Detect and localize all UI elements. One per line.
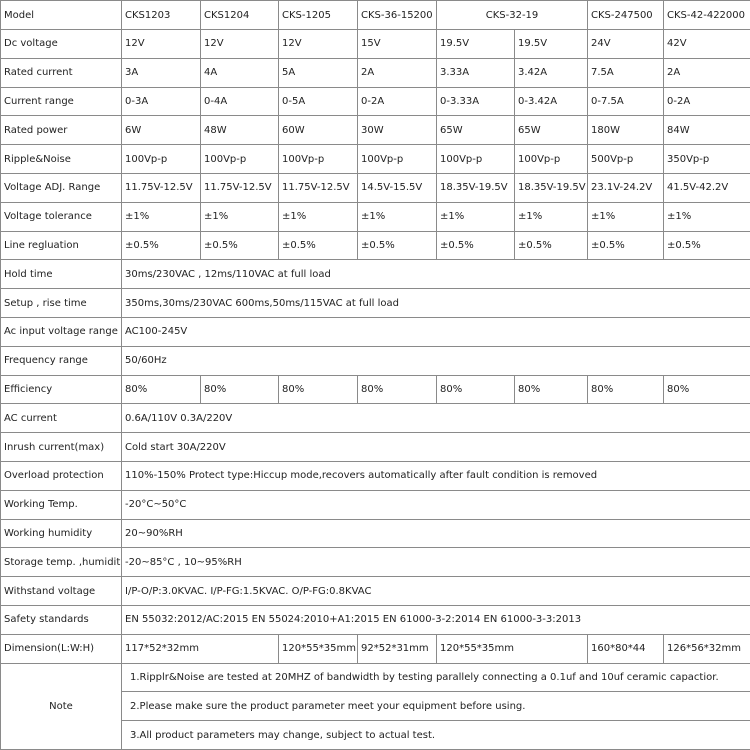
note-line: 3.All product parameters may change, subject to actual test. bbox=[122, 721, 750, 750]
cell-value: 117*52*32mm bbox=[122, 634, 279, 663]
cell-value: 11.75V-12.5V bbox=[279, 173, 358, 202]
cell-value: -20°C~50°C bbox=[122, 490, 750, 519]
cell-value: 100Vp-p bbox=[515, 145, 588, 174]
row-hold-time bbox=[1, 260, 750, 289]
cell-value: 120*55*35mm bbox=[279, 634, 358, 663]
row-label: Voltage ADJ. Range bbox=[1, 173, 122, 202]
cell-value: ±1% bbox=[664, 202, 750, 231]
row-label: Storage temp. ,humidit bbox=[1, 548, 122, 577]
cell-value: ±0.5% bbox=[201, 231, 279, 260]
cell-value: 2A bbox=[358, 58, 437, 87]
header-row bbox=[1, 1, 750, 30]
cell-value: 11.75V-12.5V bbox=[122, 173, 201, 202]
cell-value: ±1% bbox=[201, 202, 279, 231]
cell-value: ±1% bbox=[437, 202, 515, 231]
cell-value: 15V bbox=[358, 30, 437, 59]
cell-value: 80% bbox=[515, 375, 588, 404]
row-efficiency bbox=[1, 375, 750, 404]
cell-value: ±1% bbox=[515, 202, 588, 231]
cell-value: 18.35V-19.5V bbox=[515, 173, 588, 202]
cell-value: 110%-150% Protect type:Hiccup mode,recovers automatically after fault condition is removed bbox=[122, 461, 750, 490]
row-inrush bbox=[1, 433, 750, 462]
row-label: Rated power bbox=[1, 116, 122, 145]
row-label: Hold time bbox=[1, 260, 122, 289]
model-name: CKS1204 bbox=[201, 1, 279, 30]
cell-value: 12V bbox=[279, 30, 358, 59]
cell-value: 23.1V-24.2V bbox=[588, 173, 664, 202]
row-rated-current bbox=[1, 58, 750, 87]
cell-value: 12V bbox=[201, 30, 279, 59]
row-note-1 bbox=[1, 663, 750, 692]
row-label: Rated current bbox=[1, 58, 122, 87]
cell-value: 120*55*35mm bbox=[437, 634, 588, 663]
cell-value: 84W bbox=[664, 116, 750, 145]
cell-value: ±1% bbox=[122, 202, 201, 231]
row-ac-input bbox=[1, 317, 750, 346]
row-label: Voltage tolerance bbox=[1, 202, 122, 231]
model-name: CKS1203 bbox=[122, 1, 201, 30]
cell-value: 80% bbox=[358, 375, 437, 404]
model-name: CKS-1205 bbox=[279, 1, 358, 30]
row-withstand bbox=[1, 577, 750, 606]
row-label: Working Temp. bbox=[1, 490, 122, 519]
cell-value: 0-5A bbox=[279, 87, 358, 116]
row-voltage-tolerance bbox=[1, 202, 750, 231]
cell-value: 500Vp-p bbox=[588, 145, 664, 174]
cell-value: 30ms/230VAC , 12ms/110VAC at full load bbox=[122, 260, 750, 289]
row-label: Dimension(L:W:H) bbox=[1, 634, 122, 663]
row-label: Ac input voltage range bbox=[1, 317, 122, 346]
cell-value: 6W bbox=[122, 116, 201, 145]
row-overload bbox=[1, 461, 750, 490]
cell-value: EN 55032:2012/AC:2015 EN 55024:2010+A1:2015 EN 61000-3-2:2014 EN 61000-3-3:2013 bbox=[122, 605, 750, 634]
row-label: Setup , rise time bbox=[1, 289, 122, 318]
note-line: 2.Please make sure the product parameter meet your equipment before using. bbox=[122, 692, 750, 721]
cell-value: ±0.5% bbox=[437, 231, 515, 260]
cell-value: 48W bbox=[201, 116, 279, 145]
row-working-humidity bbox=[1, 519, 750, 548]
model-name: CKS-247500 bbox=[588, 1, 664, 30]
cell-value: 180W bbox=[588, 116, 664, 145]
cell-value: 100Vp-p bbox=[279, 145, 358, 174]
cell-value: 100Vp-p bbox=[201, 145, 279, 174]
cell-value: 0-3.33A bbox=[437, 87, 515, 116]
row-line-regulation bbox=[1, 231, 750, 260]
row-dimension bbox=[1, 634, 750, 663]
cell-value: 126*56*32mm bbox=[664, 634, 750, 663]
cell-value: 60W bbox=[279, 116, 358, 145]
row-label: Overload protection bbox=[1, 461, 122, 490]
cell-value: 80% bbox=[437, 375, 515, 404]
cell-value: 19.5V bbox=[437, 30, 515, 59]
row-label: Efficiency bbox=[1, 375, 122, 404]
cell-value: ±0.5% bbox=[664, 231, 750, 260]
row-label: Withstand voltage bbox=[1, 577, 122, 606]
row-label: Frequency range bbox=[1, 346, 122, 375]
cell-value: 12V bbox=[122, 30, 201, 59]
cell-value: ±0.5% bbox=[358, 231, 437, 260]
cell-value: 3A bbox=[122, 58, 201, 87]
note-line: 1.Ripplr&Noise are tested at 20MHZ of bandwidth by testing parallely connecting a 0.1uf and 10uf ceramic capactior. bbox=[122, 663, 750, 692]
cell-value: 0.6A/110V 0.3A/220V bbox=[122, 404, 750, 433]
model-name: CKS-42-422000 bbox=[664, 1, 750, 30]
cell-value: 100Vp-p bbox=[358, 145, 437, 174]
cell-value: I/P-O/P:3.0KVAC. I/P-FG:1.5KVAC. O/P-FG:0.8KVAC bbox=[122, 577, 750, 606]
row-label: Safety standards bbox=[1, 605, 122, 634]
cell-value: 80% bbox=[588, 375, 664, 404]
cell-value: 160*80*44 bbox=[588, 634, 664, 663]
cell-value: AC100-245V bbox=[122, 317, 750, 346]
cell-value: 42V bbox=[664, 30, 750, 59]
cell-value: 80% bbox=[201, 375, 279, 404]
cell-value: 30W bbox=[358, 116, 437, 145]
row-storage bbox=[1, 548, 750, 577]
cell-value: 65W bbox=[437, 116, 515, 145]
cell-value: 11.75V-12.5V bbox=[201, 173, 279, 202]
header-label: Model bbox=[1, 1, 122, 30]
cell-value: ±0.5% bbox=[279, 231, 358, 260]
cell-value: 0-4A bbox=[201, 87, 279, 116]
row-working-temp bbox=[1, 490, 750, 519]
cell-value: 18.35V-19.5V bbox=[437, 173, 515, 202]
row-current-range bbox=[1, 87, 750, 116]
row-ac-current bbox=[1, 404, 750, 433]
cell-value: 24V bbox=[588, 30, 664, 59]
row-voltage-adj bbox=[1, 173, 750, 202]
cell-value: ±0.5% bbox=[122, 231, 201, 260]
cell-value: 0-3A bbox=[122, 87, 201, 116]
cell-value: 65W bbox=[515, 116, 588, 145]
row-rated-power bbox=[1, 116, 750, 145]
cell-value: 80% bbox=[122, 375, 201, 404]
row-dc-voltage bbox=[1, 30, 750, 59]
cell-value: 80% bbox=[664, 375, 750, 404]
model-name: CKS-32-19 bbox=[437, 1, 588, 30]
cell-value: ±1% bbox=[279, 202, 358, 231]
row-ripple-noise bbox=[1, 145, 750, 174]
row-label: Current range bbox=[1, 87, 122, 116]
cell-value: 100Vp-p bbox=[437, 145, 515, 174]
cell-value: ±1% bbox=[358, 202, 437, 231]
row-label: Line regluation bbox=[1, 231, 122, 260]
row-setup-rise bbox=[1, 289, 750, 318]
row-label: AC current bbox=[1, 404, 122, 433]
cell-value: ±0.5% bbox=[515, 231, 588, 260]
cell-value: ±0.5% bbox=[588, 231, 664, 260]
cell-value: ±1% bbox=[588, 202, 664, 231]
cell-value: 14.5V-15.5V bbox=[358, 173, 437, 202]
cell-value: 100Vp-p bbox=[122, 145, 201, 174]
cell-value: 4A bbox=[201, 58, 279, 87]
cell-value: 3.33A bbox=[437, 58, 515, 87]
cell-value: 2A bbox=[664, 58, 750, 87]
row-frequency bbox=[1, 346, 750, 375]
row-safety bbox=[1, 605, 750, 634]
cell-value: 0-2A bbox=[358, 87, 437, 116]
cell-value: 350ms,30ms/230VAC 600ms,50ms/115VAC at full load bbox=[122, 289, 750, 318]
cell-value: 19.5V bbox=[515, 30, 588, 59]
cell-value: Cold start 30A/220V bbox=[122, 433, 750, 462]
cell-value: 5A bbox=[279, 58, 358, 87]
cell-value: 0-7.5A bbox=[588, 87, 664, 116]
cell-value: 20~90%RH bbox=[122, 519, 750, 548]
row-label: Inrush current(max) bbox=[1, 433, 122, 462]
cell-value: 0-3.42A bbox=[515, 87, 588, 116]
cell-value: 80% bbox=[279, 375, 358, 404]
note-label: Note bbox=[1, 663, 122, 749]
row-label: Ripple&Noise bbox=[1, 145, 122, 174]
cell-value: 50/60Hz bbox=[122, 346, 750, 375]
row-label: Working humidity bbox=[1, 519, 122, 548]
cell-value: 41.5V-42.2V bbox=[664, 173, 750, 202]
cell-value: 3.42A bbox=[515, 58, 588, 87]
model-name: CKS-36-15200 bbox=[358, 1, 437, 30]
cell-value: 7.5A bbox=[588, 58, 664, 87]
cell-value: 0-2A bbox=[664, 87, 750, 116]
cell-value: 350Vp-p bbox=[664, 145, 750, 174]
row-label: Dc voltage bbox=[1, 30, 122, 59]
cell-value: 92*52*31mm bbox=[358, 634, 437, 663]
cell-value: -20~85°C , 10~95%RH bbox=[122, 548, 750, 577]
